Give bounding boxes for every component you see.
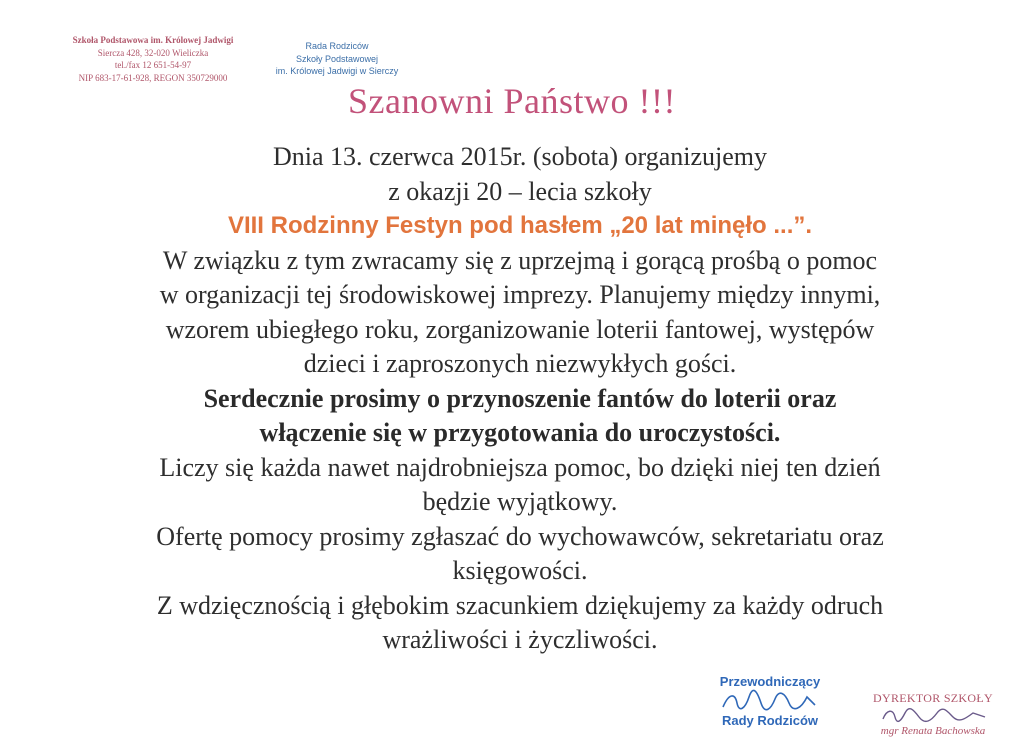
council-stamp-line: Rada Rodziców bbox=[305, 41, 369, 51]
director-handwritten-signature bbox=[873, 705, 993, 725]
body-line: Ofertę pomocy prosimy zgłaszać do wychowawców, sekretariatu oraz bbox=[156, 521, 884, 551]
body-line: dzieci i zaproszonych niezwykłych gości. bbox=[303, 349, 737, 378]
director-title: DYREKTOR SZKOŁY bbox=[873, 691, 993, 705]
body-line: z okazji 20 – lecia szkoły bbox=[388, 176, 652, 206]
body-line: będzie wyjątkowy. bbox=[422, 487, 618, 516]
bold-request-line: włączenie się w przygotowania do uroczystości. bbox=[259, 418, 781, 447]
director-signature-block bbox=[858, 692, 1008, 738]
body-line: w organizacji tej środowiskowej imprezy. Planujemy między innymi, bbox=[159, 280, 881, 309]
council-handwritten-signature bbox=[715, 689, 825, 713]
greeting-heading: Szanowni Państwo !!! bbox=[348, 81, 676, 121]
school-stamp bbox=[58, 34, 248, 84]
school-stamp-line: NIP 683-17-61-928, REGON 350729000 bbox=[78, 72, 228, 83]
council-signature-title: Przewodniczący bbox=[719, 674, 821, 689]
council-stamp bbox=[262, 40, 412, 78]
school-stamp-line: tel./fax 12 651-54-97 bbox=[114, 60, 192, 70]
body-line: Liczy się każda nawet najdrobniejsza pomoc, bo dzięki niej ten dzień bbox=[159, 452, 881, 482]
body-line: Z wdzięcznością i głębokim szacunkiem dziękujemy za każdy odruch bbox=[156, 590, 884, 620]
letter-body bbox=[40, 140, 1000, 658]
festival-title: VIII Rodzinny Festyn pod hasłem „20 lat minęło ...”. bbox=[227, 212, 813, 239]
council-signature-subtitle: Rady Rodziców bbox=[721, 713, 819, 728]
body-line: wzorem ubiegłego roku, zorganizowanie loterii fantowej, występów bbox=[165, 314, 875, 344]
body-line: wrażliwości i życzliwości. bbox=[382, 625, 658, 654]
body-line: Dnia 13. czerwca 2015r. (sobota) organizujemy bbox=[272, 142, 768, 171]
body-line: W związku z tym zwracamy się z uprzejmą i gorącą prośbą o pomoc bbox=[162, 245, 878, 275]
director-name: mgr Renata Bachowska bbox=[880, 725, 986, 737]
school-stamp-line: Szkoła Podstawowa im. Królowej Jadwigi bbox=[72, 35, 234, 45]
body-line: księgowości. bbox=[452, 556, 588, 585]
council-stamp-line: im. Królowej Jadwigi w Sierczy bbox=[275, 66, 399, 76]
bold-request-line: Serdecznie prosimy o przynoszenie fantów do loterii oraz bbox=[203, 383, 837, 413]
school-stamp-line: Sierczа 428, 32-020 Wieliczka bbox=[97, 47, 209, 58]
council-stamp-line: Szkoły Podstawowej bbox=[295, 53, 379, 64]
council-signature-block bbox=[700, 674, 840, 728]
